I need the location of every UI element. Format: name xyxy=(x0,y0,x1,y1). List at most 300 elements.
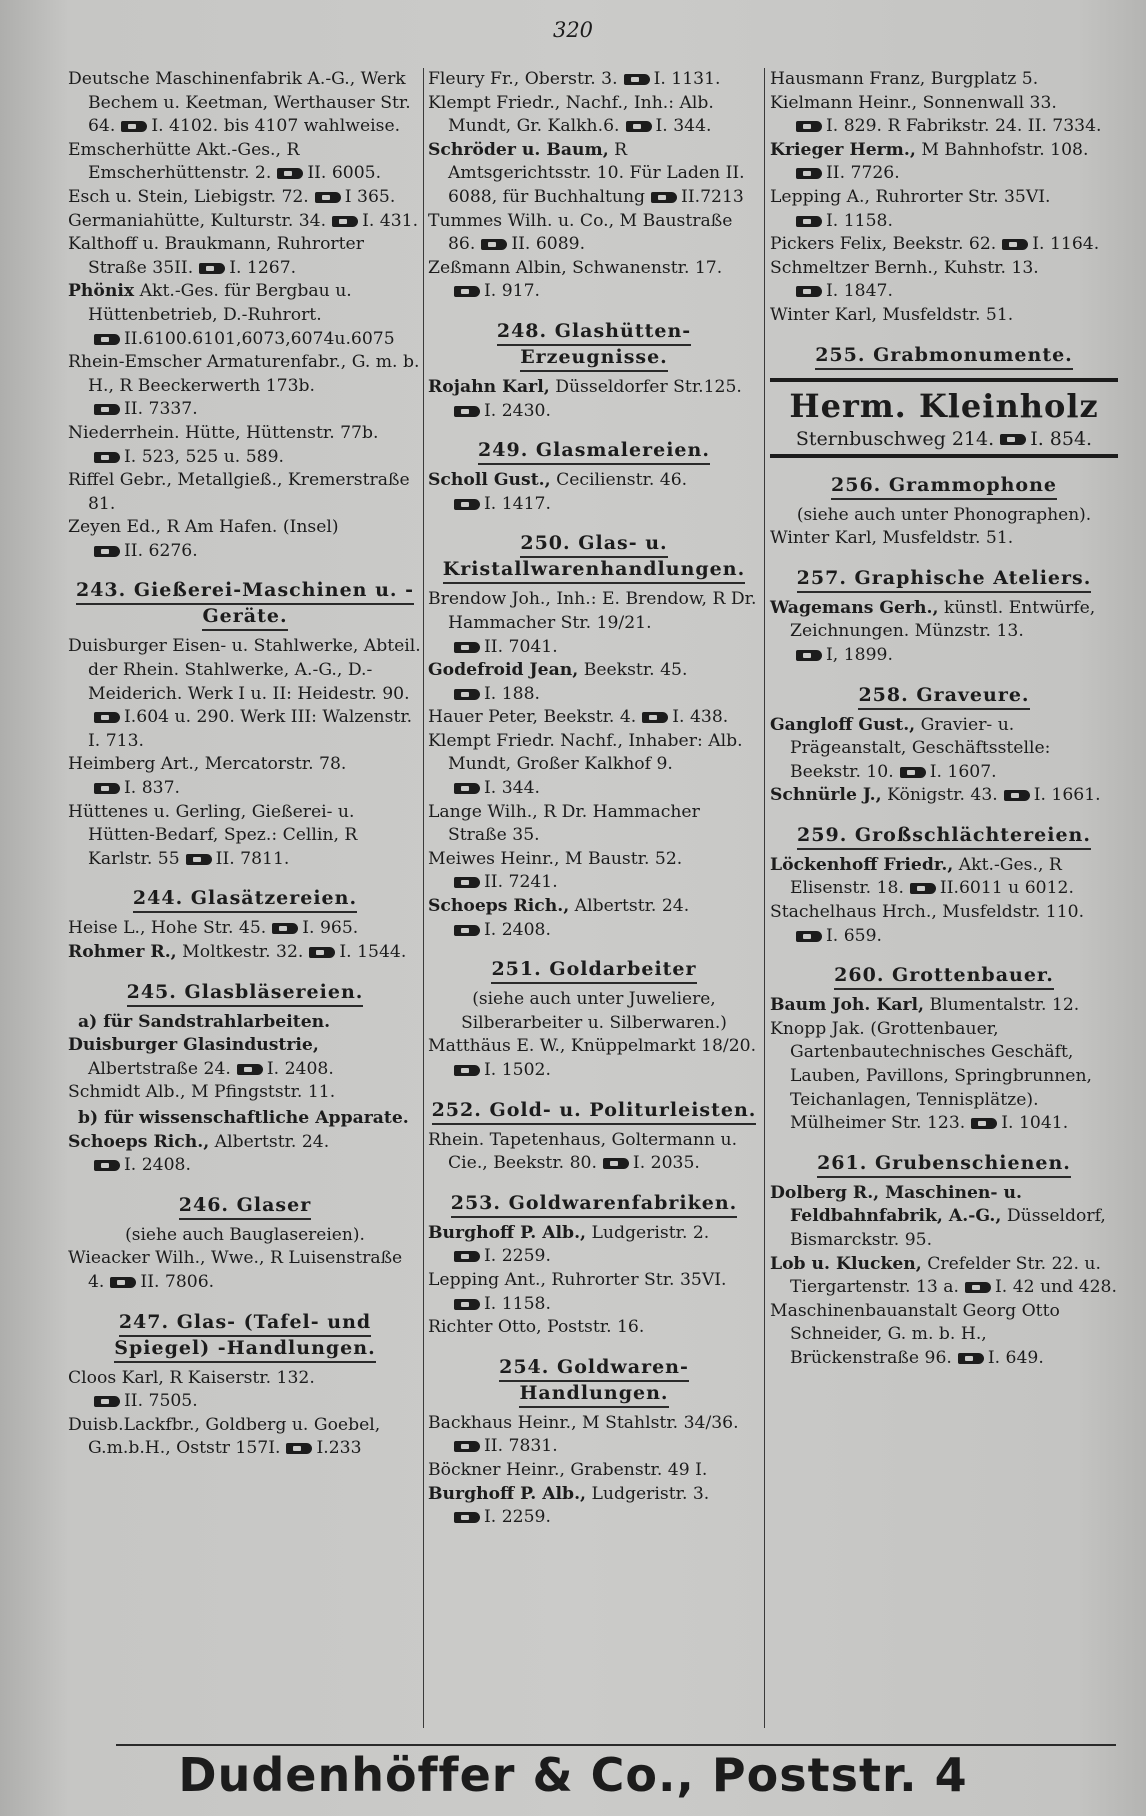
entry-name: Dolberg R., Maschinen- u. Feldbahnfabrik, A.-G., xyxy=(770,1182,1022,1227)
entry-name: Zeyen Ed., xyxy=(68,517,162,538)
entry-text: Goldberg u. Goebel, G.m.b.H., Oststr 157I. xyxy=(88,1414,381,1459)
entry-phone xyxy=(94,541,198,561)
section-title: 258. Graveure. xyxy=(858,684,1029,710)
directory-entry xyxy=(68,469,422,516)
section-heading xyxy=(770,822,1118,848)
telephone-icon xyxy=(94,452,120,463)
footer-advertisement: Dudenhöffer & Co., Poststr. 4 xyxy=(178,1748,968,1802)
entry-name: Schröder u. Baum, xyxy=(428,139,609,160)
entry-phone xyxy=(796,645,893,665)
directory-entry xyxy=(68,516,422,563)
entry-phone xyxy=(332,211,418,231)
phone-number: I. 1131. xyxy=(653,69,721,89)
telephone-icon xyxy=(1000,434,1026,445)
phone-number: I. 2408. xyxy=(266,1058,334,1079)
entry-phone xyxy=(454,920,551,940)
entry-name: Meiwes Heinr., xyxy=(428,848,560,869)
telephone-icon xyxy=(603,1158,629,1169)
directory-entry xyxy=(428,1129,760,1176)
telephone-icon xyxy=(199,263,225,274)
entry-text: Burgplatz 5. xyxy=(930,69,1039,89)
entry-text: Grabenstr. 49 I. xyxy=(570,1459,708,1480)
entry-name: Burghoff P. Alb., xyxy=(428,1222,587,1243)
entry-text: Mercatorstr. 78. xyxy=(204,754,347,775)
entry-name: Stachelhaus Hrch., xyxy=(770,902,937,923)
directory-entry xyxy=(68,941,422,965)
directory-entry xyxy=(428,659,760,706)
directory-entry xyxy=(68,1081,422,1105)
entry-name: Fleury Fr., xyxy=(428,69,520,89)
entry-phone xyxy=(796,116,882,136)
section-title: 257. Graphische Ateliers. xyxy=(797,567,1092,593)
entry-name: Wieacker Wilh., xyxy=(68,1248,206,1269)
entry-phone xyxy=(454,401,551,421)
directory-entry xyxy=(68,210,422,234)
entry-text: Moltkestr. 32. xyxy=(182,942,304,962)
telephone-icon xyxy=(1004,790,1030,801)
section-title: 254. Goldwaren-Handlungen. xyxy=(499,1356,689,1408)
section-title: 244. Glasätzereien. xyxy=(133,887,357,913)
entry-phone xyxy=(481,234,585,254)
directory-entry xyxy=(428,1459,760,1483)
entry-extra: Werk III: Walzenstr. I. 713. xyxy=(88,707,413,751)
entry-text: Ludgeristr. 3. xyxy=(591,1483,710,1504)
phone-number: I. 344. xyxy=(655,116,712,137)
directory-entry xyxy=(68,68,422,139)
phone-number: I.604 u. 290. xyxy=(124,707,235,728)
phone-number: I. 431. xyxy=(362,210,419,231)
entry-phone xyxy=(454,637,558,657)
directory-entry xyxy=(770,597,1118,668)
telephone-icon xyxy=(642,712,668,723)
section-note: (siehe auch unter Juweliere, Silberarbeiter u. Silberwaren.) xyxy=(461,989,727,1033)
entry-phone xyxy=(186,849,290,869)
directory-entry xyxy=(428,1269,760,1316)
directory-entry xyxy=(68,1034,422,1081)
directory-entry xyxy=(68,801,422,872)
column-3 xyxy=(770,68,1118,1371)
entry-name: Duisburger Glasindustrie, xyxy=(68,1035,319,1056)
entry-name: Wagemans Gerh., xyxy=(770,597,939,618)
entry-text: Musfeldstr. 51. xyxy=(882,304,1014,325)
entry-text: Beekstr. 45. xyxy=(583,660,688,681)
section-heading xyxy=(770,472,1118,498)
section-heading xyxy=(428,318,760,370)
entry-name: Riffel Gebr., xyxy=(68,470,172,491)
entry-text: M Baustr. 52. xyxy=(564,848,683,869)
entry-phone xyxy=(454,1294,551,1314)
entry-phone xyxy=(272,918,358,938)
advertiser-address xyxy=(770,426,1118,452)
phone-number: II. 7811. xyxy=(215,848,290,869)
entry-text: Beekstr. 4. xyxy=(543,707,637,728)
phone-number: I. 2430. xyxy=(484,400,551,421)
telephone-icon xyxy=(94,712,120,723)
phone-number: I. 829. xyxy=(826,116,882,137)
directory-entry xyxy=(428,706,760,730)
directory-entry xyxy=(770,1018,1118,1136)
telephone-icon xyxy=(186,854,212,865)
directory-entry xyxy=(68,422,422,469)
entry-name: Löckenhoff Friedr., xyxy=(770,854,954,875)
entry-phone xyxy=(626,116,712,136)
phone-number: I. 2408. xyxy=(124,1155,191,1176)
telephone-icon xyxy=(94,404,120,415)
phone-number: I. 438. xyxy=(672,707,729,728)
entry-phone xyxy=(454,1436,558,1456)
entry-text: Cecilienstr. 46. xyxy=(556,470,688,491)
phone-number: II. 7041. xyxy=(484,636,558,657)
telephone-icon xyxy=(481,239,507,250)
entry-phone xyxy=(121,116,218,136)
entry-text: Düsseldorfer Str.125. xyxy=(555,376,742,397)
entry-phone xyxy=(94,399,198,419)
section-heading xyxy=(68,577,422,629)
telephone-icon xyxy=(94,1396,120,1407)
section-heading xyxy=(770,565,1118,591)
entry-text: Abteil. der Rhein. Stahlwerke, A.-G., D.-Meiderich. Werk I u. II: Heidestr. 90. xyxy=(88,636,421,704)
entry-text: Königstr. 43. xyxy=(887,785,998,806)
entry-phone xyxy=(237,1059,334,1079)
entry-phone xyxy=(94,778,180,798)
entry-name: Baum Joh. Karl, xyxy=(770,995,925,1016)
phone-number: II. 6276. xyxy=(124,540,198,561)
section-title: 259. Großschlächtereien. xyxy=(797,824,1091,850)
directory-entry xyxy=(428,92,760,139)
phone-number: I. 1041. xyxy=(1001,1113,1069,1134)
entry-phone xyxy=(796,163,900,183)
entry-name: Knopp Jak. xyxy=(770,1018,865,1039)
entry-name: Hüttenes u. Gerling, xyxy=(68,801,247,822)
telephone-icon xyxy=(121,121,147,132)
entry-name: Hausmann Franz, xyxy=(770,69,926,89)
directory-entry xyxy=(770,92,1118,139)
entry-text: Wwe., R Luisenstraße 4. xyxy=(88,1248,403,1292)
phone-number: I. 1502. xyxy=(484,1060,551,1080)
directory-entry xyxy=(68,753,422,800)
telephone-icon xyxy=(454,286,480,297)
entry-phone xyxy=(94,329,395,349)
entry-text: Oberstr. 3. xyxy=(524,69,618,89)
entry-phone xyxy=(971,1113,1068,1133)
entry-phone xyxy=(900,762,997,782)
telephone-icon xyxy=(796,650,822,661)
phone-number: II. 6005. xyxy=(307,163,382,184)
entry-text: (Grottenbauer, Gartenbautechnisches Geschäft, Lauben, Pavillons, Springbrunnen, Teichanlagen, Tennisplätze). Mülheimer Str. 123. xyxy=(790,1018,1092,1134)
phone-number: I, 1899. xyxy=(826,644,893,665)
entry-name: Rojahn Karl, xyxy=(428,376,550,397)
entry-phone xyxy=(94,1391,198,1411)
entry-phone xyxy=(1002,234,1099,254)
entry-name: Deutsche Maschinenfabrik A.-G., xyxy=(68,69,356,89)
phone-number: I. 649. xyxy=(987,1347,1044,1368)
section-heading xyxy=(68,885,422,911)
entry-text: Crefelder Str. 22. u. Tiergartenstr. 13 a. xyxy=(790,1253,1101,1298)
directory-entry xyxy=(428,1412,760,1459)
telephone-icon xyxy=(454,499,480,510)
phone-number: I. 2259. xyxy=(484,1246,551,1267)
directory-entry xyxy=(68,635,422,753)
directory-entry xyxy=(428,588,760,659)
entry-phone xyxy=(277,163,381,183)
entry-text: R Dr. Hammacher Straße 35. xyxy=(448,801,700,846)
entry-name: Lob u. Klucken, xyxy=(770,1253,922,1274)
section-title: 243. Gießerei-Maschinen u. -Geräte. xyxy=(76,579,414,631)
directory-entry xyxy=(68,1414,422,1461)
section-heading xyxy=(68,1192,422,1218)
entry-text: G. m. b. H., R Beeckerwerth 173b. xyxy=(88,352,420,396)
telephone-icon xyxy=(94,546,120,557)
entry-phone xyxy=(454,872,558,892)
directory-entry xyxy=(68,1131,422,1178)
entry-name: Schnürle J., xyxy=(770,785,882,806)
directory-entry xyxy=(770,233,1118,257)
section-title: 250. Glas- u. Kristallwarenhandlungen. xyxy=(443,532,745,584)
phone-number: I 365. xyxy=(344,186,396,207)
column-divider xyxy=(764,68,765,1728)
entry-phone xyxy=(454,494,551,514)
entry-phone xyxy=(110,1272,214,1292)
directory-entry xyxy=(68,917,422,941)
entry-text: Beekstr. 62. xyxy=(892,234,997,255)
entry-name: Cloos Karl, xyxy=(68,1367,164,1388)
telephone-icon xyxy=(796,121,822,132)
entry-name: Kielmann Heinr., xyxy=(770,92,918,113)
phone-number: II. 7806. xyxy=(140,1271,215,1292)
entry-name: Zeßmann Albin, xyxy=(428,257,567,278)
phone-number: I. 523, 525 u. 589. xyxy=(124,446,284,467)
phone-number: I. 1267. xyxy=(229,257,297,278)
entry-name: Heimberg Art., xyxy=(68,754,200,775)
phone-number: I. 4102. xyxy=(151,116,219,137)
phone-number: II. 7337. xyxy=(124,399,198,420)
entry-text: Gießerei- u. Hütten-Bedarf, Spez.: Cellin, R Karlstr. 55 xyxy=(88,801,358,869)
telephone-icon xyxy=(315,192,341,203)
footer-rule xyxy=(116,1744,1116,1746)
entry-text: Ruhrorter Str. 35VI. xyxy=(551,1269,727,1290)
entry-phone xyxy=(958,1348,1044,1368)
entry-text: Kulturstr. 34. xyxy=(210,210,327,231)
directory-entry xyxy=(428,1222,760,1269)
telephone-icon xyxy=(454,689,480,700)
entry-name: Germaniahütte, xyxy=(68,210,206,231)
telephone-icon xyxy=(626,121,652,132)
entry-extra: und 428. xyxy=(1040,1277,1117,1298)
directory-entry xyxy=(428,1035,760,1082)
section-title: 255. Grabmonumente. xyxy=(815,344,1073,370)
entry-text: Akt.-Ges. für Bergbau u. Hüttenbetrieb, D.-Ruhrort. xyxy=(88,281,352,325)
entry-name: Hauer Peter, xyxy=(428,707,538,728)
entry-name: Brendow Joh., xyxy=(428,589,551,610)
section-heading xyxy=(428,1097,760,1123)
telephone-icon xyxy=(277,168,303,179)
telephone-icon xyxy=(237,1064,263,1075)
section-heading xyxy=(770,682,1118,708)
directory-entry xyxy=(770,1182,1118,1253)
entry-text: Inhaber: Alb. Mundt, Großer Kalkhof 9. xyxy=(448,730,743,775)
entry-text: Albertstraße 24. xyxy=(88,1058,231,1079)
directory-entry xyxy=(770,139,1118,186)
entry-text: Inh.: E. Brendow, R Dr. Hammacher Str. 19/21. xyxy=(448,589,757,633)
directory-entry xyxy=(68,351,422,422)
section-heading xyxy=(68,979,422,1005)
entry-phone xyxy=(94,1155,191,1175)
phone-number: I. 1164. xyxy=(1032,234,1100,255)
entry-name: Gangloff Gust., xyxy=(770,714,916,735)
phone-number: I. 837. xyxy=(124,778,180,799)
entry-text: Georg Otto Schneider, G. m. b. H., Brückenstraße 96. xyxy=(790,1300,1060,1368)
subsection-heading: b) für wissenschaftliche Apparate. xyxy=(78,1107,409,1128)
entry-phone xyxy=(624,69,721,89)
entry-text: Albertstr. 24. xyxy=(574,896,690,917)
entry-text: Albertstr. 24. xyxy=(214,1131,330,1152)
entry-phone xyxy=(454,1246,551,1266)
entry-text: Liebigstr. 72. xyxy=(193,186,309,207)
phone-number: II. 7505. xyxy=(124,1391,198,1412)
section-heading xyxy=(770,342,1118,368)
entry-text: Ruhrorter Str. 35VI. xyxy=(875,186,1051,207)
directory-entry xyxy=(770,186,1118,233)
entry-name: Klempt Friedr. Nachf., xyxy=(428,730,623,751)
entry-text: Musfeldstr. 110. xyxy=(942,902,1085,923)
advertiser-name: Herm. Kleinholz xyxy=(789,386,1099,425)
phone-number: I. 2408. xyxy=(484,919,551,940)
entry-name: Esch u. Stein, xyxy=(68,186,189,207)
phone-number: I. 965. xyxy=(302,918,359,939)
phone-number: I. 188. xyxy=(484,683,540,704)
directory-entry xyxy=(428,68,760,92)
entry-text: R Emscherhüttenstr. 2. xyxy=(88,139,300,184)
directory-entry xyxy=(770,994,1118,1018)
telephone-icon xyxy=(454,406,480,417)
entry-name: Lepping A., xyxy=(770,186,870,207)
telephone-icon xyxy=(286,1443,312,1454)
entry-text: Hüttenstr. 77b. xyxy=(246,422,379,443)
entry-name: Schmeltzer Bernh., xyxy=(770,257,939,278)
entry-extra: R Fabrikstr. 24. II. 7334. xyxy=(887,116,1102,137)
directory-entry xyxy=(428,801,760,848)
page-number: 320 xyxy=(552,18,594,42)
telephone-icon xyxy=(796,286,822,297)
directory-entry xyxy=(68,139,422,186)
entry-name: Maschinenbauanstalt xyxy=(770,1300,958,1321)
entry-name: Rohmer R., xyxy=(68,942,177,962)
telephone-icon xyxy=(454,1512,480,1523)
section-heading xyxy=(428,530,760,582)
entry-name: Tummes Wilh. u. Co., xyxy=(428,210,615,231)
phone-number: I. 1661. xyxy=(1033,785,1101,806)
directory-entry xyxy=(428,848,760,895)
telephone-icon xyxy=(454,1299,480,1310)
entry-phone xyxy=(796,281,893,301)
telephone-icon xyxy=(309,947,335,958)
phone-number: II. 7726. xyxy=(826,163,900,184)
entry-phone xyxy=(651,187,744,207)
phone-number: II. 7241. xyxy=(484,872,558,893)
entry-name: Lange Wilh., xyxy=(428,801,538,822)
entry-name: Schmidt Alb., xyxy=(68,1082,186,1103)
entry-text: Nachf., Inh.: Alb. Mundt, Gr. Kalkh.6. xyxy=(448,92,714,137)
directory-entry xyxy=(428,469,760,516)
section-title: 249. Glasmalereien. xyxy=(478,439,710,465)
section-title: 261. Grubenschienen. xyxy=(817,1152,1071,1178)
telephone-icon xyxy=(651,192,677,203)
directory-entry xyxy=(428,1316,760,1340)
directory-entry xyxy=(428,376,760,423)
entry-text: R Amtsgerichtsstr. 10. Für Laden II. 6088, für Buchhaltung xyxy=(448,139,745,207)
entry-name: Matthäus E. W., xyxy=(428,1036,566,1057)
entry-text: Akt.-Ges., R Elisenstr. 18. xyxy=(790,854,1062,899)
entry-text: M Baustraße 86. xyxy=(448,210,733,255)
section-title: 256. Grammophone xyxy=(831,474,1057,500)
entry-text: Blumentalstr. 12. xyxy=(929,995,1080,1016)
directory-entry xyxy=(770,68,1118,92)
section-note: (siehe auch Bauglasereien). xyxy=(125,1224,365,1245)
directory-entry xyxy=(68,280,422,351)
entry-phone xyxy=(454,684,540,704)
entry-text: Musfeldstr. 51. xyxy=(882,528,1014,549)
entry-text: Hohe Str. 45. xyxy=(150,918,267,939)
entry-text: Goltermann u. Cie., Beekstr. 80. xyxy=(448,1129,738,1174)
phone-number: I. 659. xyxy=(826,925,882,946)
directory-entry xyxy=(68,1247,422,1294)
entry-phone xyxy=(315,187,396,207)
entry-text: künstl. Entwürfe, Zeichnungen. Münzstr. 13. xyxy=(790,597,1096,642)
entry-phone xyxy=(454,1507,551,1527)
section-title: 248. Glashütten-Erzeugnisse. xyxy=(497,320,691,372)
directory-entry xyxy=(770,1253,1118,1300)
telephone-icon xyxy=(94,783,120,794)
entry-text: Metallgieß., Kremerstraße 81. xyxy=(88,470,410,514)
directory-entry xyxy=(770,714,1118,785)
entry-phone xyxy=(1004,785,1101,805)
telephone-icon xyxy=(94,1160,120,1171)
directory-entry xyxy=(428,210,760,257)
telephone-icon xyxy=(272,923,298,934)
entry-name: Emscherhütte Akt.-Ges., xyxy=(68,139,281,160)
section-title: 260. Grottenbauer. xyxy=(834,964,1054,990)
phone-number: I. 917. xyxy=(484,281,540,302)
telephone-icon xyxy=(910,883,936,894)
column-divider xyxy=(423,68,424,1728)
section-title: 251. Goldarbeiter xyxy=(491,958,696,984)
section-heading xyxy=(428,437,760,463)
telephone-icon xyxy=(454,1441,480,1452)
directory-entry xyxy=(770,1300,1118,1371)
section-note: (siehe auch unter Phonographen). xyxy=(796,504,1092,525)
entry-text: Kuhstr. 13. xyxy=(943,257,1039,278)
phone-number: I. 1847. xyxy=(826,281,893,302)
entry-phone xyxy=(94,707,235,727)
section-title: 245. Glasbläsereien. xyxy=(127,981,364,1007)
entry-text: M Pfingststr. 11. xyxy=(190,1082,336,1103)
entry-phone xyxy=(94,447,284,467)
telephone-icon xyxy=(454,925,480,936)
directory-entry xyxy=(428,139,760,210)
entry-text: Ruhrorter Straße 35II. xyxy=(88,234,364,278)
entry-phone xyxy=(454,778,540,798)
directory-entry xyxy=(428,1483,760,1530)
entry-name: Duisb.Lackfbr., xyxy=(68,1414,200,1435)
entry-phone xyxy=(796,926,882,946)
entry-text: Werk Bechem u. Keetman, Werthauser Str. 64. xyxy=(88,69,411,137)
telephone-icon xyxy=(624,74,650,85)
telephone-icon xyxy=(958,1353,984,1364)
entry-text: M Bahnhofstr. 108. xyxy=(921,139,1089,160)
telephone-icon xyxy=(454,783,480,794)
directory-entry xyxy=(770,257,1118,304)
phone-number: I. 854. xyxy=(1030,427,1093,450)
